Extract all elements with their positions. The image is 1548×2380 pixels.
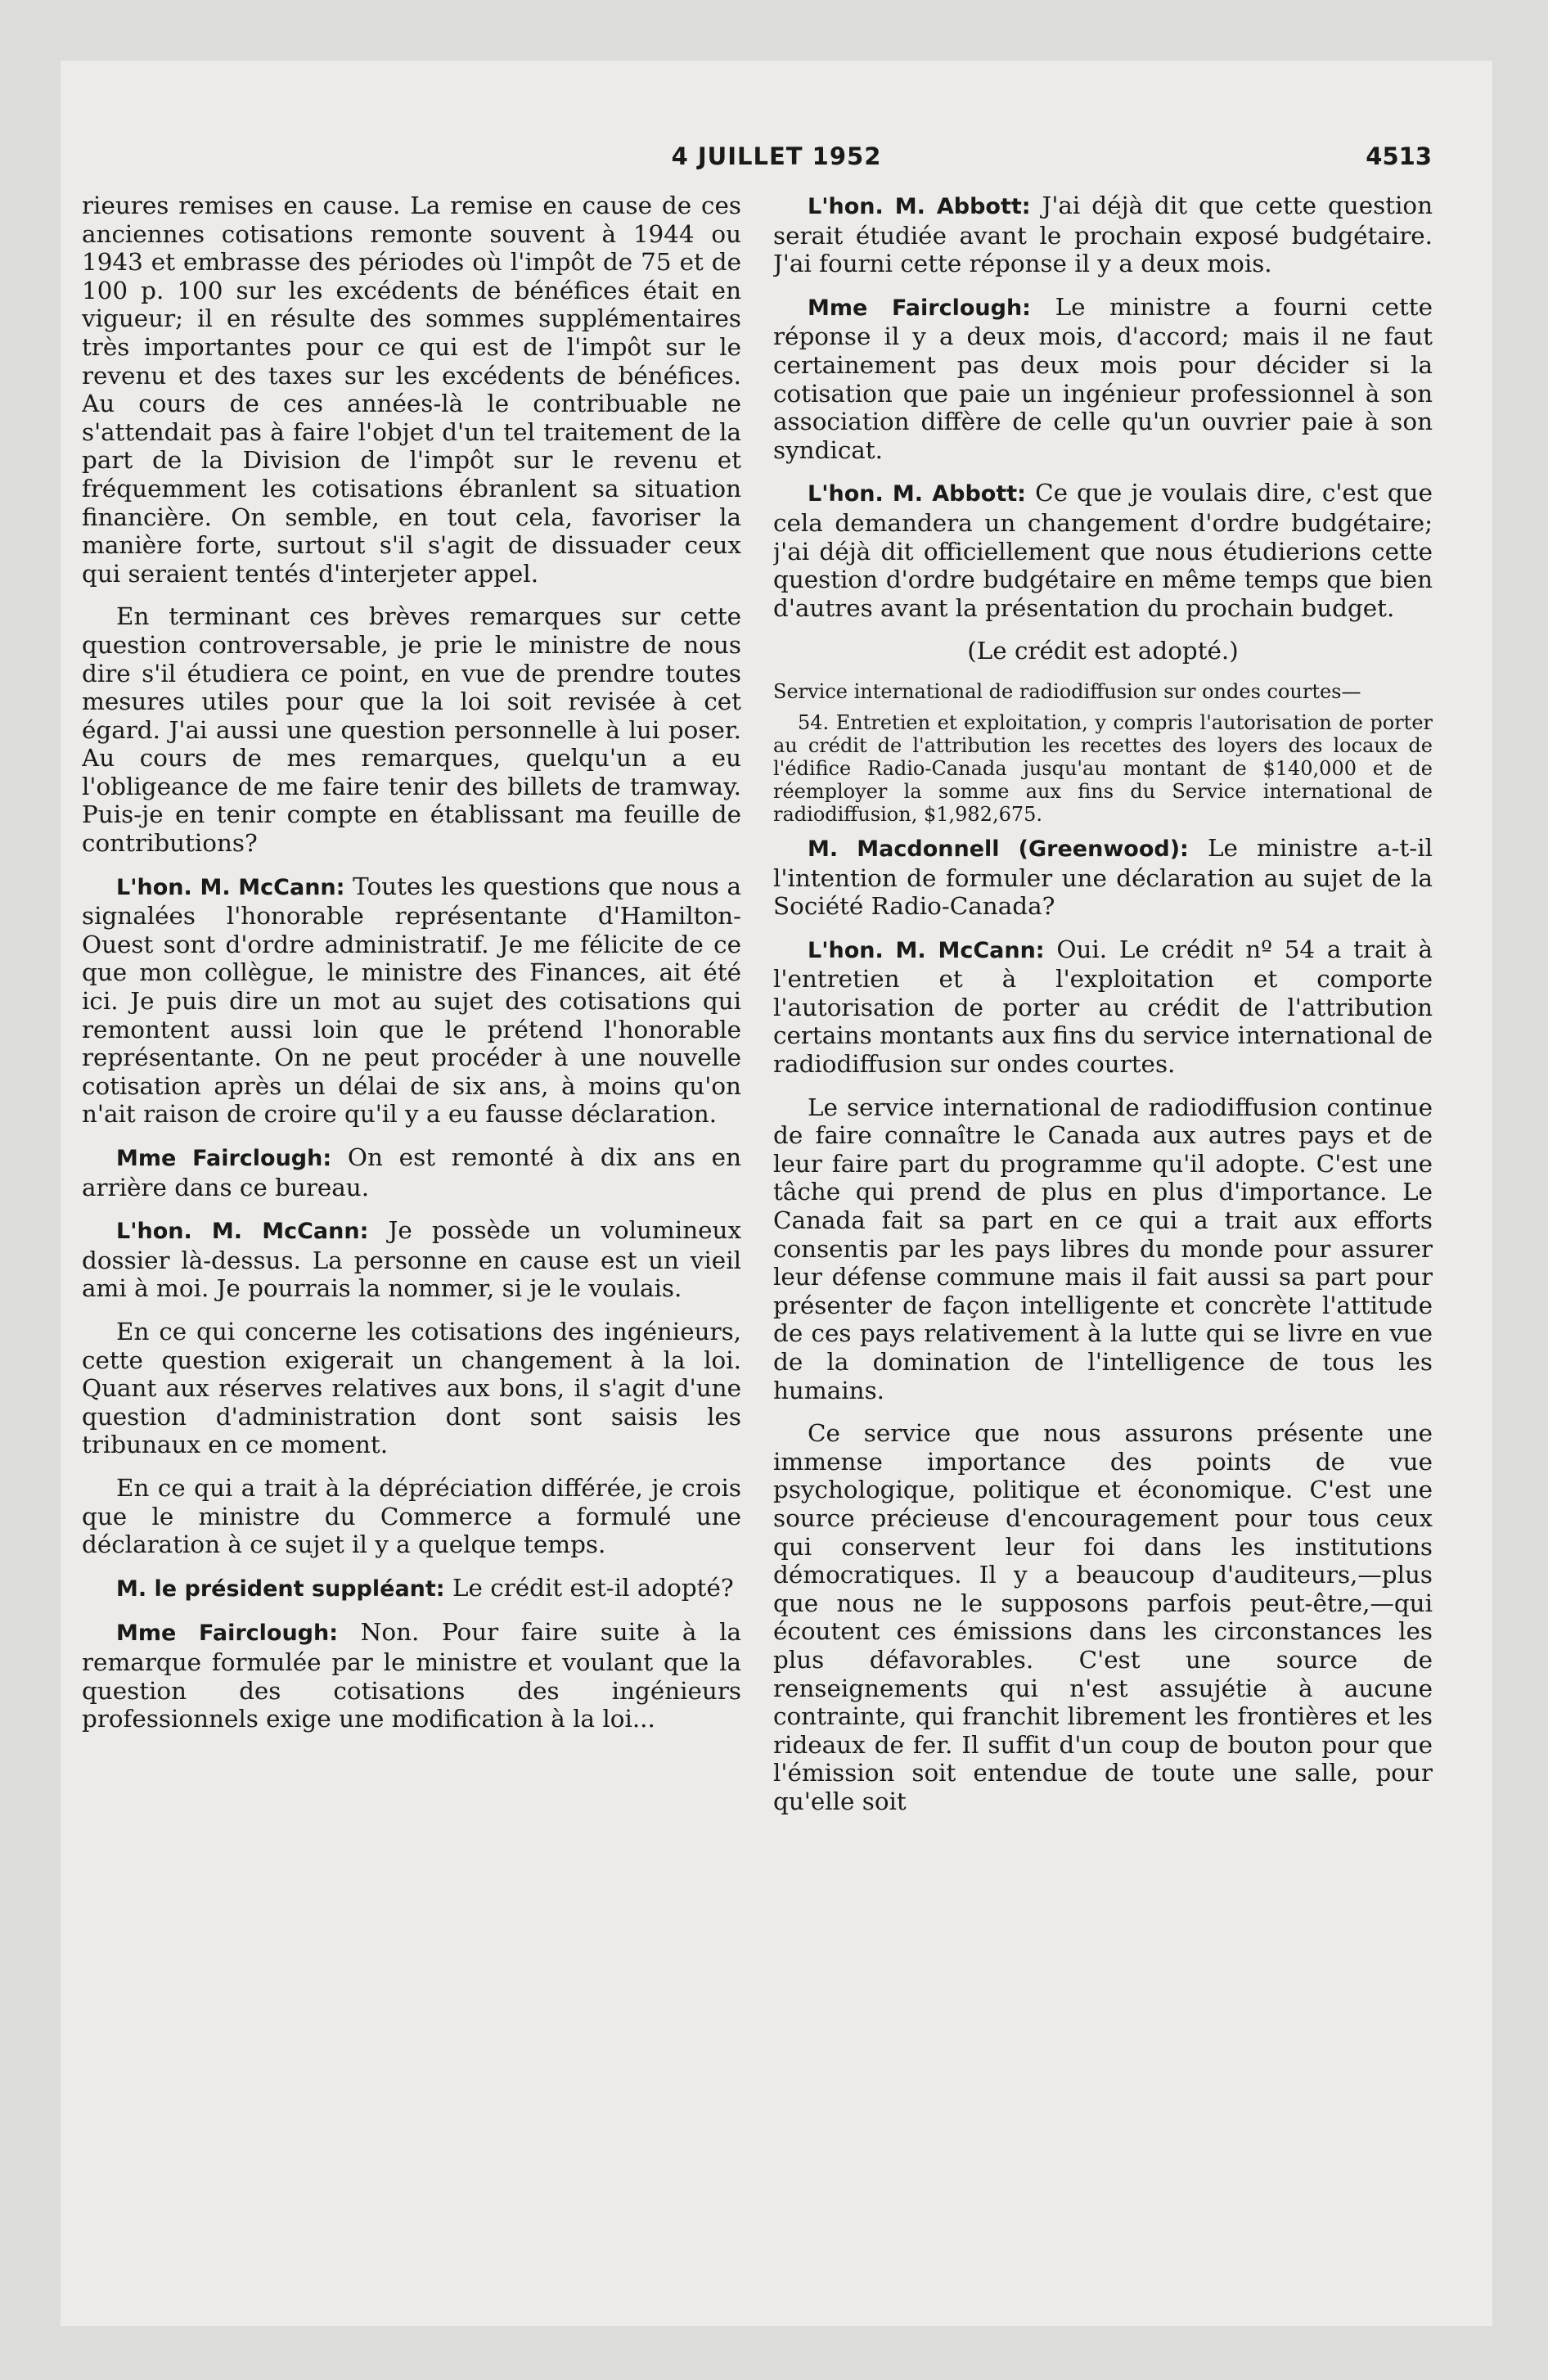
speaker-name: L'hon. M. Abbott:: [808, 194, 1031, 219]
left-column: [82, 192, 741, 2205]
paragraph: [773, 1419, 1433, 1815]
paragraph-text: En ce qui concerne les cotisations des ingénieurs, cette question exigerait un changement à la loi. Quant aux réserves relatives aux bons, il s'agit d'une question d'administration dont sont saisis les tribunaux en ce moment.: [82, 1317, 741, 1459]
paragraph: [773, 935, 1433, 1079]
speaker-name: Mme Fairclough:: [116, 1620, 339, 1647]
paragraph-text: J'ai déjà dit que cette question serait étudiée avant le prochain exposé budgétaire. J'ai fourni cette réponse il y a deux mois.: [773, 192, 1433, 278]
motion-adopted: [773, 637, 1433, 665]
paragraph-text: Ce service que nous assurons présente une immense importance des points de vue psychologique, politique et économique. C'est une source précieuse d'encouragement pour tous ceux qui conservent leur foi dans les institutions démocratiques. Il y a beaucoup d'auditeurs,—plus que nous ne le supposons parfois peut-être,—qui écoutent ces émissions dans les circonstances les plus défavorables. C'est une source de renseignements qui n'est assujétie à aucune contrainte, qui franchit librement les frontières et les rideaux de fer. Il suffit d'un coup de bouton pour que l'émission soit entendue de toute une salle, pour qu'elle soit: [773, 1419, 1433, 1815]
speaker-name: L'hon. M. McCann:: [808, 937, 1045, 963]
paragraph-text: Je possède un volumineux dossier là-dessus. La personne en cause est un vieil ami à moi. Je pourrais la nommer, si je le voulais.: [82, 1216, 741, 1303]
paragraph: [82, 1474, 741, 1559]
paragraph: [82, 1574, 741, 1604]
speaker-name: M. le président suppléant:: [116, 1575, 445, 1602]
paragraph: [82, 1618, 741, 1733]
vote-heading: [773, 680, 1433, 703]
paragraph-text: En terminant ces brèves remarques sur cette question controversable, je prie le ministre de nous dire s'il étudiera ce point, en vue de prendre toutes mesures utiles pour que la loi soit revisée à cet égard. J'ai aussi une question personnelle à lui poser. Au cours de mes remarques, quelqu'un a eu l'obligeance de me faire tenir des billets de tramway. Puis-je en tenir compte en établissant ma feuille de contributions?: [82, 602, 741, 858]
speaker-name: Mme Fairclough:: [116, 1146, 332, 1171]
page-date: 4 JUILLET 1952: [671, 142, 882, 170]
page-header: [61, 142, 1492, 183]
paragraph: [773, 1093, 1433, 1405]
paragraph-text: rieures remises en cause. La remise en cause de ces anciennes cotisations remonte souvent à 1944 ou 1943 et embrasse des périodes où l'impôt de 75 et de 100 p. 100 sur les excédents de bénéfices était en vigueur; il en résulte des sommes supplémentaires très importantes pour ce qui est de l'impôt sur le revenu et des taxes sur les excédents de bénéfices. Au cours de ces années-là le contribuable ne s'attendait pas à faire l'objet d'un tel traitement de la part de la Division de l'impôt sur le revenu et fréquemment les cotisations ébranlent sa situation financière. On semble, en tout cela, favoriser la manière forte, surtout s'il s'agit de dissuader ceux qui seraient tentés d'interjeter appel.: [82, 192, 741, 588]
paragraph: [773, 293, 1433, 465]
paragraph: [773, 479, 1433, 622]
right-column: [773, 192, 1433, 2205]
page-number: 4513: [1366, 142, 1432, 170]
speaker-name: Mme Fairclough:: [808, 295, 1031, 321]
paragraph-text: On est remonté à dix ans en arrière dans ce bureau.: [82, 1143, 741, 1201]
paragraph: [82, 872, 741, 1129]
paragraph-text: Le service international de radiodiffusion continue de faire connaître le Canada aux autres pays et de leur faire part du programme qu'il adopte. C'est une tâche qui prend de plus en plus d'importance. Le Canada fait sa part en ce qui a trait aux efforts consentis par les pays libres du monde pour assurer leur défense commune mais il fait aussi sa part pour présenter de façon intelligente et concrète l'attitude de ces pays relativement à la lutte qui se livre en vue de la domination de l'intelligence de tous les humains.: [773, 1093, 1433, 1404]
paragraph: [773, 192, 1433, 278]
paragraph-text: Toutes les questions que nous a signalées l'honorable représentante d'Hamilton-Ouest sont d'ordre administratif. Je me félicite de ce que mon collègue, le ministre des Finances, ait été ici. Je puis dire un mot au sujet des cotisations qui remontent aussi loin que le prétend l'honorable représentante. On ne peut procéder à une nouvelle cotisation après un délai de six ans, à moins qu'on n'ait raison de croire qu'il y a eu fausse déclaration.: [82, 872, 741, 1129]
paragraph: [82, 1318, 741, 1459]
vote-item: [773, 711, 1433, 826]
document-page: [61, 61, 1492, 2326]
speaker-name: L'hon. M. McCann:: [116, 1219, 369, 1245]
paragraph-text: Le ministre a-t-il l'intention de formuler une déclaration au sujet de la Société Radio-Canada?: [773, 833, 1433, 921]
paragraph: [82, 192, 741, 588]
paragraph-text: (Le crédit est adopté.): [967, 637, 1239, 665]
paragraph-text: Oui. Le crédit nº 54 a trait à l'entretien et à l'exploitation et comporte l'autorisation de porter au crédit de l'attribution certains montants aux fins du service international de radiodiffusion sur ondes courtes.: [773, 935, 1433, 1079]
paragraph-text: En ce qui a trait à la dépréciation différée, je crois que le ministre du Commerce a formulé une déclaration à ce sujet il y a quelque temps.: [82, 1473, 741, 1559]
paragraph: [82, 1216, 741, 1303]
paragraph-text: Le ministre a fourni cette réponse il y a deux mois, d'accord; mais il ne faut certainement pas deux mois pour décider si la cotisation que paie un ingénieur professionnel à son association diffère de celle qu'un ouvrier paie à son syndicat.: [773, 292, 1433, 464]
speaker-name: M. Macdonnell (Greenwood):: [808, 836, 1189, 862]
paragraph-text: Ce que je voulais dire, c'est que cela demandera un changement d'ordre budgétaire; j'ai déjà dit officiellement que nous étudierions cette question d'ordre budgétaire en même temps que bien d'autres avant la présentation du prochain budget.: [773, 479, 1433, 622]
paragraph-text: Non. Pour faire suite à la remarque formulée par le ministre et voulant que la question des cotisations des ingénieurs professionnels exige une modification à la loi...: [82, 1618, 741, 1733]
paragraph-text: Le crédit est-il adopté?: [452, 1573, 734, 1602]
speaker-name: L'hon. M. Abbott:: [808, 481, 1026, 507]
speaker-name: L'hon. M. McCann:: [116, 874, 345, 900]
paragraph: [773, 834, 1433, 921]
paragraph-text: 54. Entretien et exploitation, y compris l'autorisation de porter au crédit de l'attribution les recettes des loyers des locaux de l'édifice Radio-Canada jusqu'au montant de $140,000 et de réemployer la somme aux fins du Service international de radiodiffusion, $1,982,675.: [773, 710, 1433, 826]
paragraph: [82, 1143, 741, 1201]
paragraph-text: Service international de radiodiffusion sur ondes courtes—: [773, 679, 1361, 703]
paragraph: [82, 602, 741, 857]
